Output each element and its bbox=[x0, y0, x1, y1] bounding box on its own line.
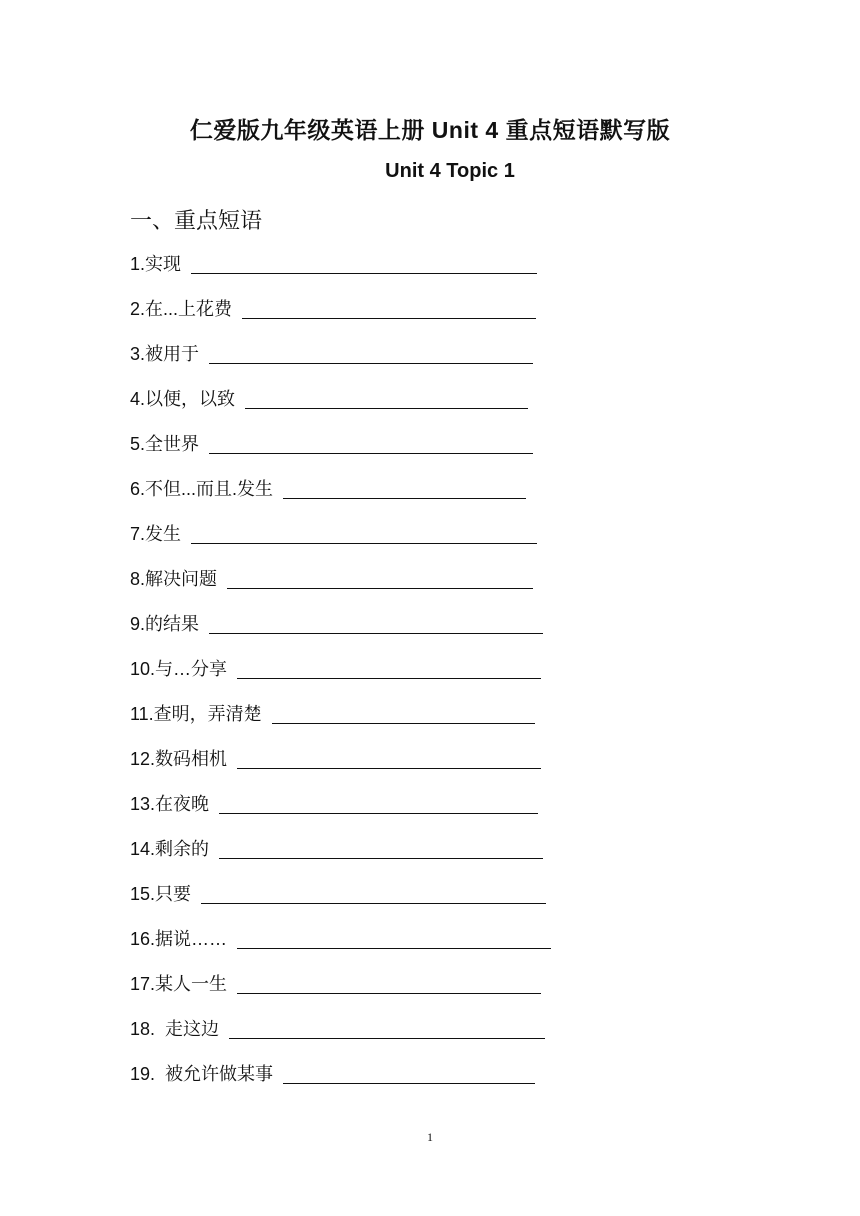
item-label: 17.某人一生 bbox=[130, 974, 228, 994]
list-item bbox=[130, 606, 543, 636]
list-item bbox=[130, 651, 541, 681]
answer-blank-line[interactable] bbox=[283, 1083, 535, 1084]
item-label: 12.数码相机 bbox=[130, 749, 228, 769]
item-label: 4.以便，以致 bbox=[130, 389, 236, 409]
item-label: 18. 走这边 bbox=[130, 1019, 220, 1039]
item-label: 3.被用于 bbox=[130, 344, 200, 364]
answer-blank-line[interactable] bbox=[219, 858, 543, 859]
answer-blank-line[interactable] bbox=[209, 453, 533, 454]
list-item bbox=[130, 291, 536, 321]
list-item bbox=[130, 1056, 535, 1086]
answer-blank-line[interactable] bbox=[237, 948, 551, 949]
list-item bbox=[130, 381, 528, 411]
list-item bbox=[130, 561, 533, 591]
answer-blank-line[interactable] bbox=[191, 543, 537, 544]
answer-blank-line[interactable] bbox=[237, 993, 541, 994]
answer-blank-line[interactable] bbox=[209, 633, 543, 634]
item-label: 6.不但...而且.发生 bbox=[130, 479, 274, 499]
answer-blank-line[interactable] bbox=[229, 1038, 545, 1039]
item-label: 8.解决问题 bbox=[130, 569, 218, 589]
item-label: 13.在夜晚 bbox=[130, 794, 210, 814]
list-item bbox=[130, 876, 546, 906]
item-label: 2.在...上花费 bbox=[130, 299, 233, 319]
item-label: 1.实现 bbox=[130, 254, 182, 274]
answer-blank-line[interactable] bbox=[237, 678, 541, 679]
answer-blank-line[interactable] bbox=[201, 903, 546, 904]
item-label: 16.据说…… bbox=[130, 929, 228, 949]
list-item bbox=[130, 426, 533, 456]
list-item bbox=[130, 966, 541, 996]
answer-blank-line[interactable] bbox=[191, 273, 537, 274]
list-item bbox=[130, 1011, 545, 1041]
item-label: 19. 被允许做某事 bbox=[130, 1064, 274, 1084]
list-item bbox=[130, 831, 543, 861]
page-number: 1 bbox=[427, 1130, 433, 1144]
answer-blank-line[interactable] bbox=[272, 723, 535, 724]
item-label: 5.全世界 bbox=[130, 434, 200, 454]
list-item bbox=[130, 246, 537, 276]
answer-blank-line[interactable] bbox=[245, 408, 528, 409]
item-label: 11.查明，弄清楚 bbox=[130, 704, 262, 724]
document-subtitle: Unit 4 Topic 1 bbox=[385, 160, 515, 182]
list-item bbox=[130, 786, 538, 816]
list-item bbox=[130, 921, 551, 951]
list-item bbox=[130, 336, 533, 366]
item-label: 9.的结果 bbox=[130, 614, 200, 634]
answer-blank-line[interactable] bbox=[237, 768, 541, 769]
item-label: 7.发生 bbox=[130, 524, 182, 544]
list-item bbox=[130, 696, 535, 726]
item-label: 10.与…分享 bbox=[130, 659, 228, 679]
list-item bbox=[130, 741, 541, 771]
list-item bbox=[130, 471, 526, 501]
item-label: 15.只要 bbox=[130, 884, 192, 904]
document-title: 仁爱版九年级英语上册 Unit 4 重点短语默写版 bbox=[189, 117, 671, 143]
answer-blank-line[interactable] bbox=[209, 363, 533, 364]
answer-blank-line[interactable] bbox=[283, 498, 526, 499]
answer-blank-line[interactable] bbox=[242, 318, 536, 319]
answer-blank-line[interactable] bbox=[219, 813, 538, 814]
item-label: 14.剩余的 bbox=[130, 839, 210, 859]
answer-blank-line[interactable] bbox=[227, 588, 533, 589]
list-item bbox=[130, 516, 537, 546]
section-heading: 一、重点短语 bbox=[130, 208, 263, 233]
